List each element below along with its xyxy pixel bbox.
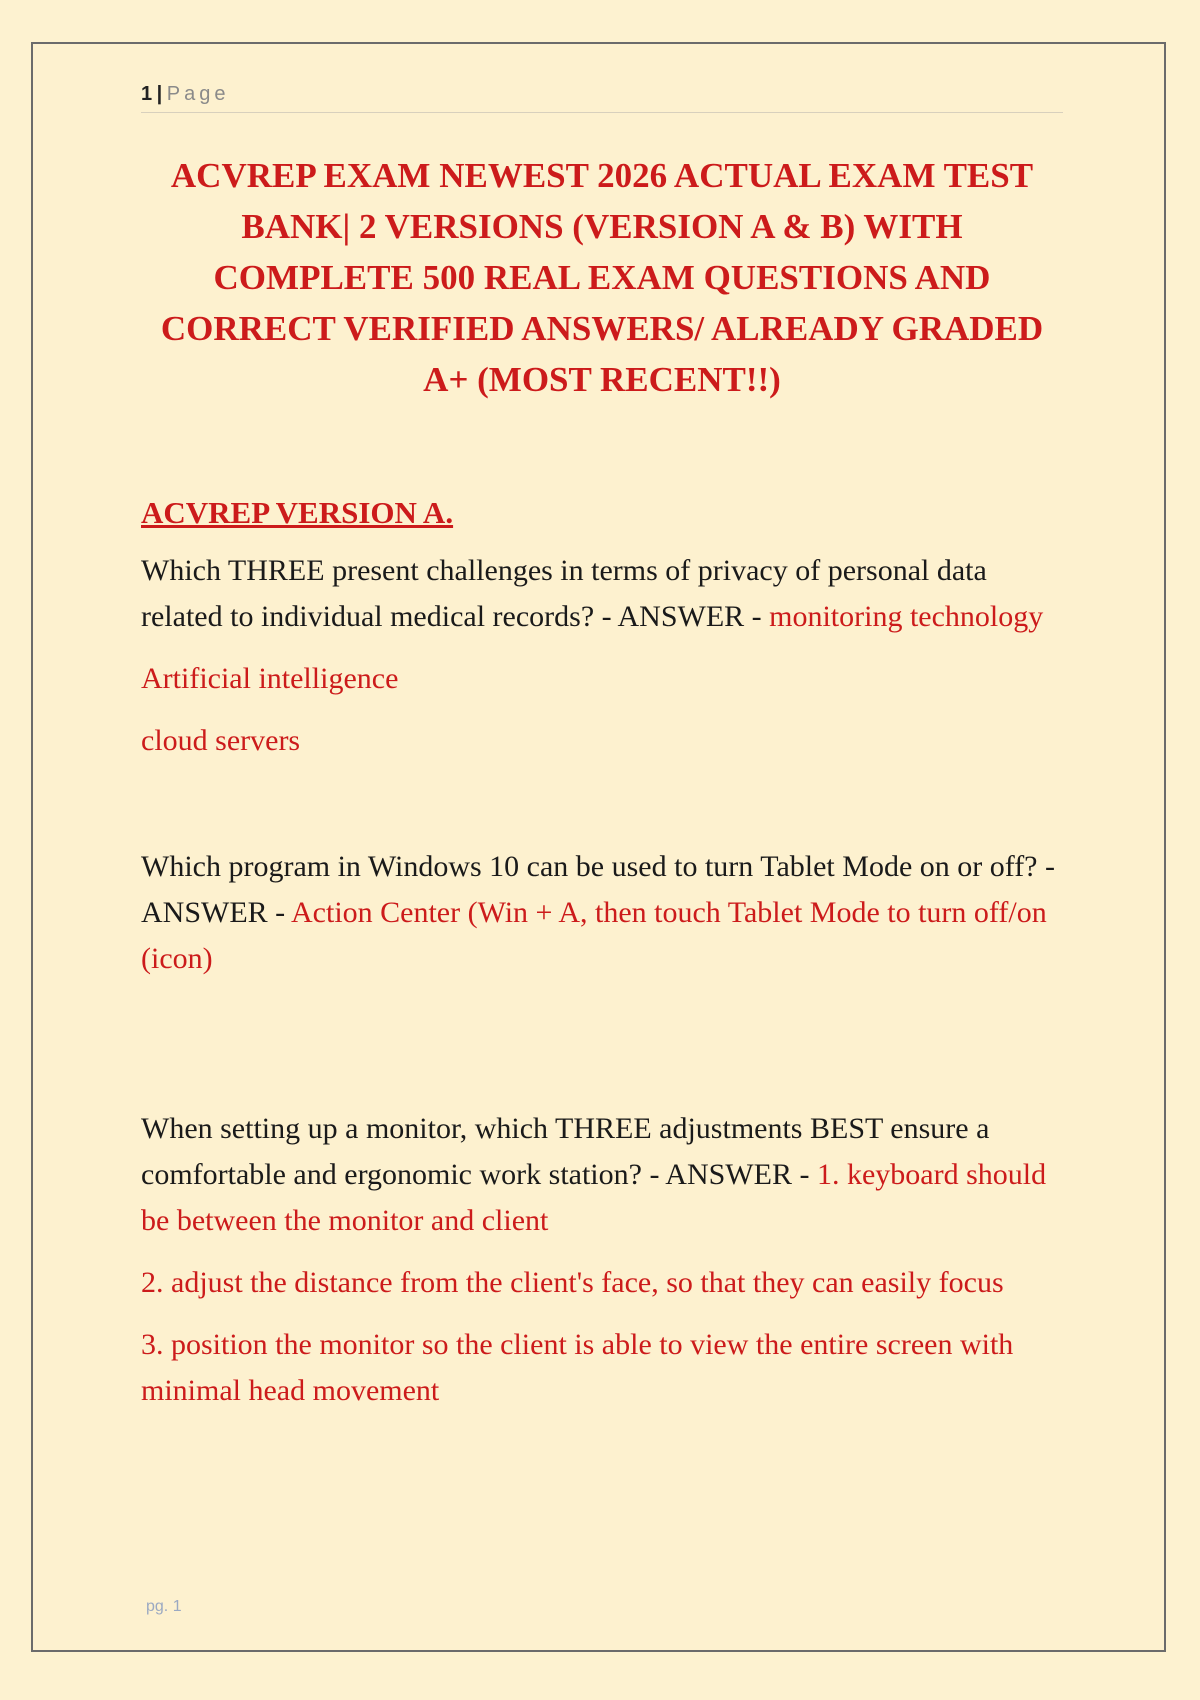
question-text [141, 548, 1063, 640]
answer-text: Action Center (Win + A, then touch Tablet Mode to turn off/on (icon) [141, 896, 1047, 975]
answer-line: Artificial intelligence [141, 662, 399, 695]
page-word: Page [166, 83, 230, 105]
answer-text: 1. keyboard should be between the monitor and client [141, 1158, 1047, 1237]
question-prompt: Which THREE present challenges in terms of privacy of personal data related to individual medical records? - ANSWER - [141, 554, 987, 633]
answer-line: cloud servers [141, 724, 301, 757]
spacer [141, 982, 1063, 1106]
answer-text: monitoring technology [769, 600, 1044, 633]
page-number: 1 [141, 83, 153, 105]
question-prompt: When setting up a monitor, which THREE adjustments BEST ensure a comfortable and ergonomic work station? - ANSWER - [141, 1112, 990, 1191]
question-text [141, 844, 1063, 982]
page-footer: pg. 1 [146, 1598, 182, 1615]
page-separator: | [156, 83, 163, 105]
document-body [141, 488, 1063, 1414]
page-header [141, 80, 1063, 113]
spacer [141, 764, 1063, 844]
question-prompt: Which program in Windows 10 can be used to turn Tablet Mode on or off? - ANSWER - [141, 850, 1055, 929]
answer-line: 3. position the monitor so the client is able to view the entire screen with minimal head movement [141, 1328, 1014, 1407]
question-block-3 [141, 1106, 1063, 1414]
question-block-1 [141, 548, 1063, 764]
section-heading: ACVREP VERSION A. [141, 495, 454, 530]
answer-line: 2. adjust the distance from the client's face, so that they can easily focus [141, 1266, 1004, 1299]
question-text [141, 1106, 1063, 1244]
question-block-2 [141, 844, 1063, 982]
document-title: ACVREP EXAM NEWEST 2026 ACTUAL EXAM TEST BANK| 2 VERSIONS (VERSION A & B) WITH COMPLETE 500 REAL EXAM QUESTIONS AND CORRECT VERIFIED ANSWERS/ ALREADY GRADED A+ (MOST RECENT!!) [160, 156, 1044, 399]
